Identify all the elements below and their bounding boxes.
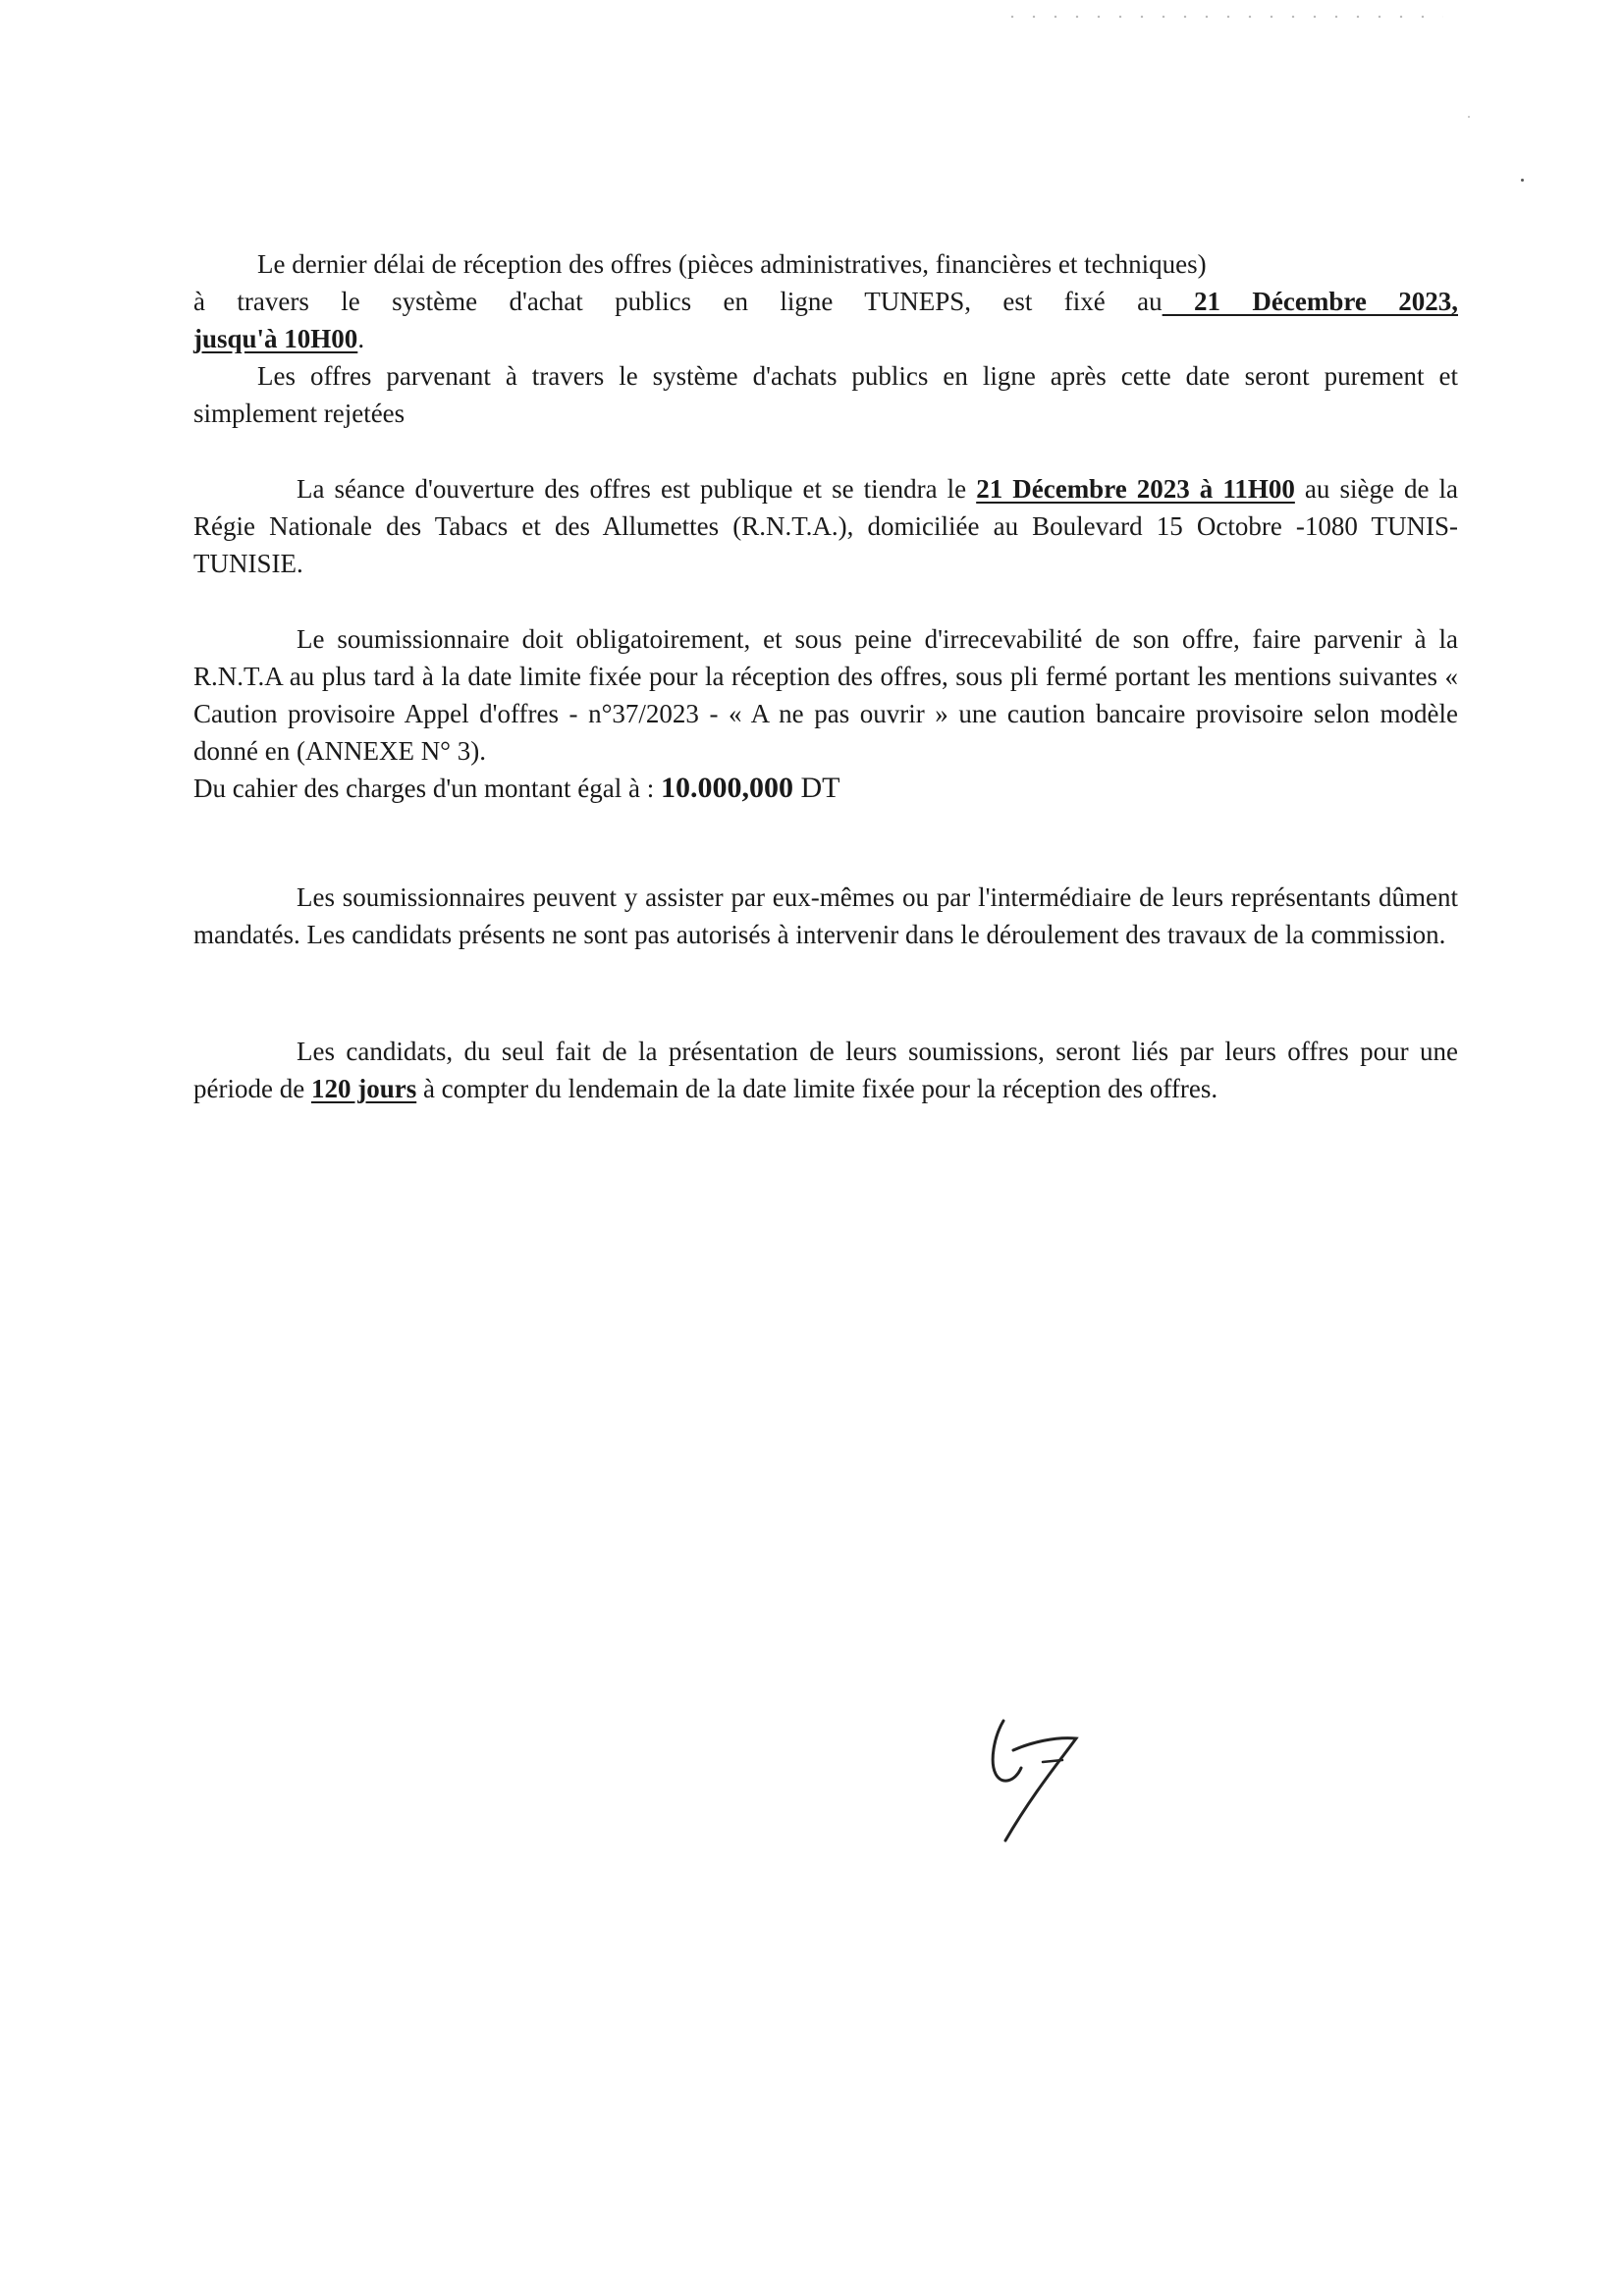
scan-artifact-mark (1468, 116, 1470, 118)
paragraph-line: Le dernier délai de réception des offres (pièces administratives, financières et techniques) (257, 249, 1207, 279)
paragraph-rejection (193, 357, 1458, 432)
paragraph-text: La séance d'ouverture des offres est publique et se tiendra le (297, 474, 977, 504)
guarantee-currency: DT (792, 772, 840, 804)
paragraph-line (193, 283, 1458, 320)
paragraph-validity (193, 1033, 1458, 1107)
paragraph-text: Du cahier des charges d'un montant égal à : (193, 774, 661, 803)
paragraph-attendance (193, 879, 1458, 953)
opening-date: 21 Décembre 2023 à 11H00 (976, 474, 1295, 504)
paragraph-text: Les offres parvenant à travers le système d'achats publics en ligne après cette date seront purement et simplement rejetées (193, 361, 1458, 428)
deadline-date: 21 Décembre 2023, (1162, 287, 1458, 316)
paragraph-line (193, 770, 1458, 807)
paragraph-deadline (193, 245, 1458, 357)
paragraph-opening-session (193, 470, 1458, 582)
paragraph-text: à compter du lendemain de la date limite fixée pour la réception des offres. (416, 1074, 1218, 1103)
paragraph-text: Le soumissionnaire doit obligatoirement, et sous peine d'irrecevabilité de son offre, faire parvenir à la R.N.T.A au plus tard à la date limite fixée pour la réception des offres, sous pli fermé portant les mentions suivantes « Caution provisoire Appel d'offres - n°37/2023 - « A ne pas ouvrir » une caution bancaire provisoire selon modèle donné en (ANNEXE N° 3). (193, 624, 1458, 766)
paragraph-text: au siège de la Régie Nationale des Tabacs et des Allumettes (R.N.T.A.), domiciliée au Boulevard 15 Octobre -1080 TUNIS-TUNISIE. (193, 474, 1458, 578)
guarantee-amount: 10.000,000 (660, 772, 793, 804)
paragraph-text: à travers le système d'achat publics en ligne TUNEPS, est fixé au (193, 287, 1163, 316)
paragraph-guarantee (193, 620, 1458, 807)
paragraph-text: Les candidats, du seul fait de la présentation de leurs soumissions, seront liés par leurs offres pour une période de (193, 1037, 1458, 1103)
deadline-time: jusqu'à 10H00 (193, 324, 358, 353)
scan-artifact-dots (1001, 14, 1443, 20)
paragraph-line (193, 320, 1458, 357)
paragraph-text: Les soumissionnaires peuvent y assister par eux-mêmes ou par l'intermédiaire de leurs représentants dûment mandatés. Les candidats présents ne sont pas autorisés à intervenir dans le déroulement des travaux de la commission. (193, 882, 1458, 949)
validity-period: 120 jours (310, 1074, 417, 1103)
paragraph-text: . (357, 324, 365, 353)
signature-initials (982, 1703, 1100, 1860)
scan-artifact-mark (1521, 179, 1524, 182)
